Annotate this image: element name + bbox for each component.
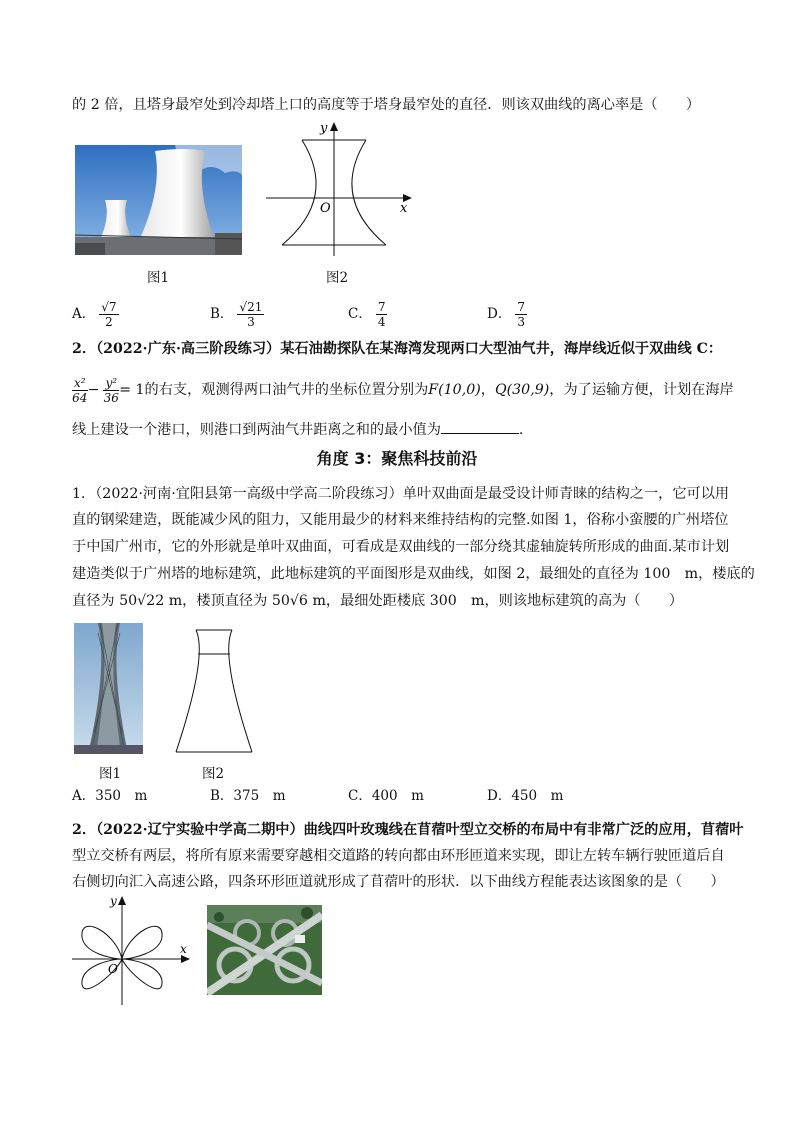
question-text-line: 右侧切向汇入高速公路，四条环形匝道就形成了苜蓿叶的形状．以下曲线方程能表达该图象的是（ ） [72, 874, 725, 890]
question-text-line: 型立交桥有两层，将所有原来需要穿越相交道路的转向都由环形匝道来实现，即让左转车辆行驶匝道后自 [72, 848, 725, 864]
question-text-line: 2．（2022·辽宁实验中学高二期中）曲线四叶玫瑰线在苜蓿叶型立交桥的布局中有非常广泛的应用，苜蓿叶 [72, 822, 744, 838]
question-text-line: 1．（2022·河南·宜阳县第一高级中学高二阶段练习）单叶双曲面是最受设计师青睐的结构之一，它可以用 [72, 486, 730, 502]
answer-blank[interactable] [441, 421, 519, 434]
tower-outline-diagram [172, 628, 256, 756]
hyperbola-diagram [262, 118, 422, 258]
option-d[interactable]: D． $\frac{7}{3}$ [487, 300, 525, 329]
figure-caption: 图2 [325, 270, 349, 286]
y-axis-label: y [110, 894, 117, 908]
figure-caption: 图1 [98, 766, 122, 782]
option-b[interactable]: B．375 m [210, 788, 286, 804]
origin-label: O [108, 962, 118, 976]
x-axis-label: x [400, 201, 408, 216]
four-leaf-rose-diagram [70, 893, 194, 1007]
question-text-line: 建造类似于广州塔的地标建筑，此地标建筑的平面图形是双曲线，如图 2，最细处的直径为 100 m，楼底的 [72, 566, 755, 582]
option-d[interactable]: D．450 m [487, 788, 564, 804]
question-text-line: 线上建设一个港口，则港口到两油气井距离之和的最小值为 . [72, 422, 524, 438]
figure-caption: 图1 [146, 270, 170, 286]
question-text-line: 2．（2022·广东·高三阶段练习）某石油勘探队在某海湾发现两口大型油气井，海岸线近似于双曲线 C： [72, 341, 723, 357]
section-heading: 角度 3：聚焦科技前沿 [316, 449, 478, 468]
question-text-line: 直径为 50√22 m，楼顶直径为 50√6 m，最细处距楼底 300 m，则该地标建筑的高为（ ） [72, 593, 684, 609]
option-c[interactable]: C． $\frac{7}{4}$ [348, 300, 386, 329]
option-a[interactable]: A．350 m [72, 788, 148, 804]
figure-caption: 图2 [201, 766, 225, 782]
question-text-line: 直的钢梁建造，既能减少风的阻力，又能用最少的材料来维持结构的完整.如图 1，俗称小蛮腰的广州塔位 [72, 512, 729, 528]
question-text-line: 于中国广州市，它的外形就是单叶双曲面，可看成是双曲线的一部分绕其虚轴旋转所形成的曲面.某市计划 [72, 539, 730, 555]
interchange-photo [207, 905, 322, 995]
question-text-line: $\frac{\text{x²}}{64}$ − $\frac{\text{y²}}{36}$ = 1的右支，观测得两口油气井的坐标位置分别为F(10,0)，Q(30,9)，为了运输方便，计划在海岸 [72, 375, 734, 405]
option-a[interactable]: A． $\frac{√7}{2}$ [72, 300, 117, 329]
canton-tower-photo [74, 623, 143, 754]
question-text-line: 的 2 倍，且塔身最窄处到冷却塔上口的高度等于塔身最窄处的直径．则该双曲线的离心率是（ ） [72, 97, 701, 113]
cooling-tower-photo [75, 145, 242, 255]
y-axis-label: y [320, 121, 328, 136]
x-axis-label: x [180, 942, 187, 956]
origin-label: O [320, 201, 331, 216]
option-c[interactable]: C．400 m [348, 788, 424, 804]
option-b[interactable]: B． $\frac{√21}{3}$ [210, 300, 263, 329]
